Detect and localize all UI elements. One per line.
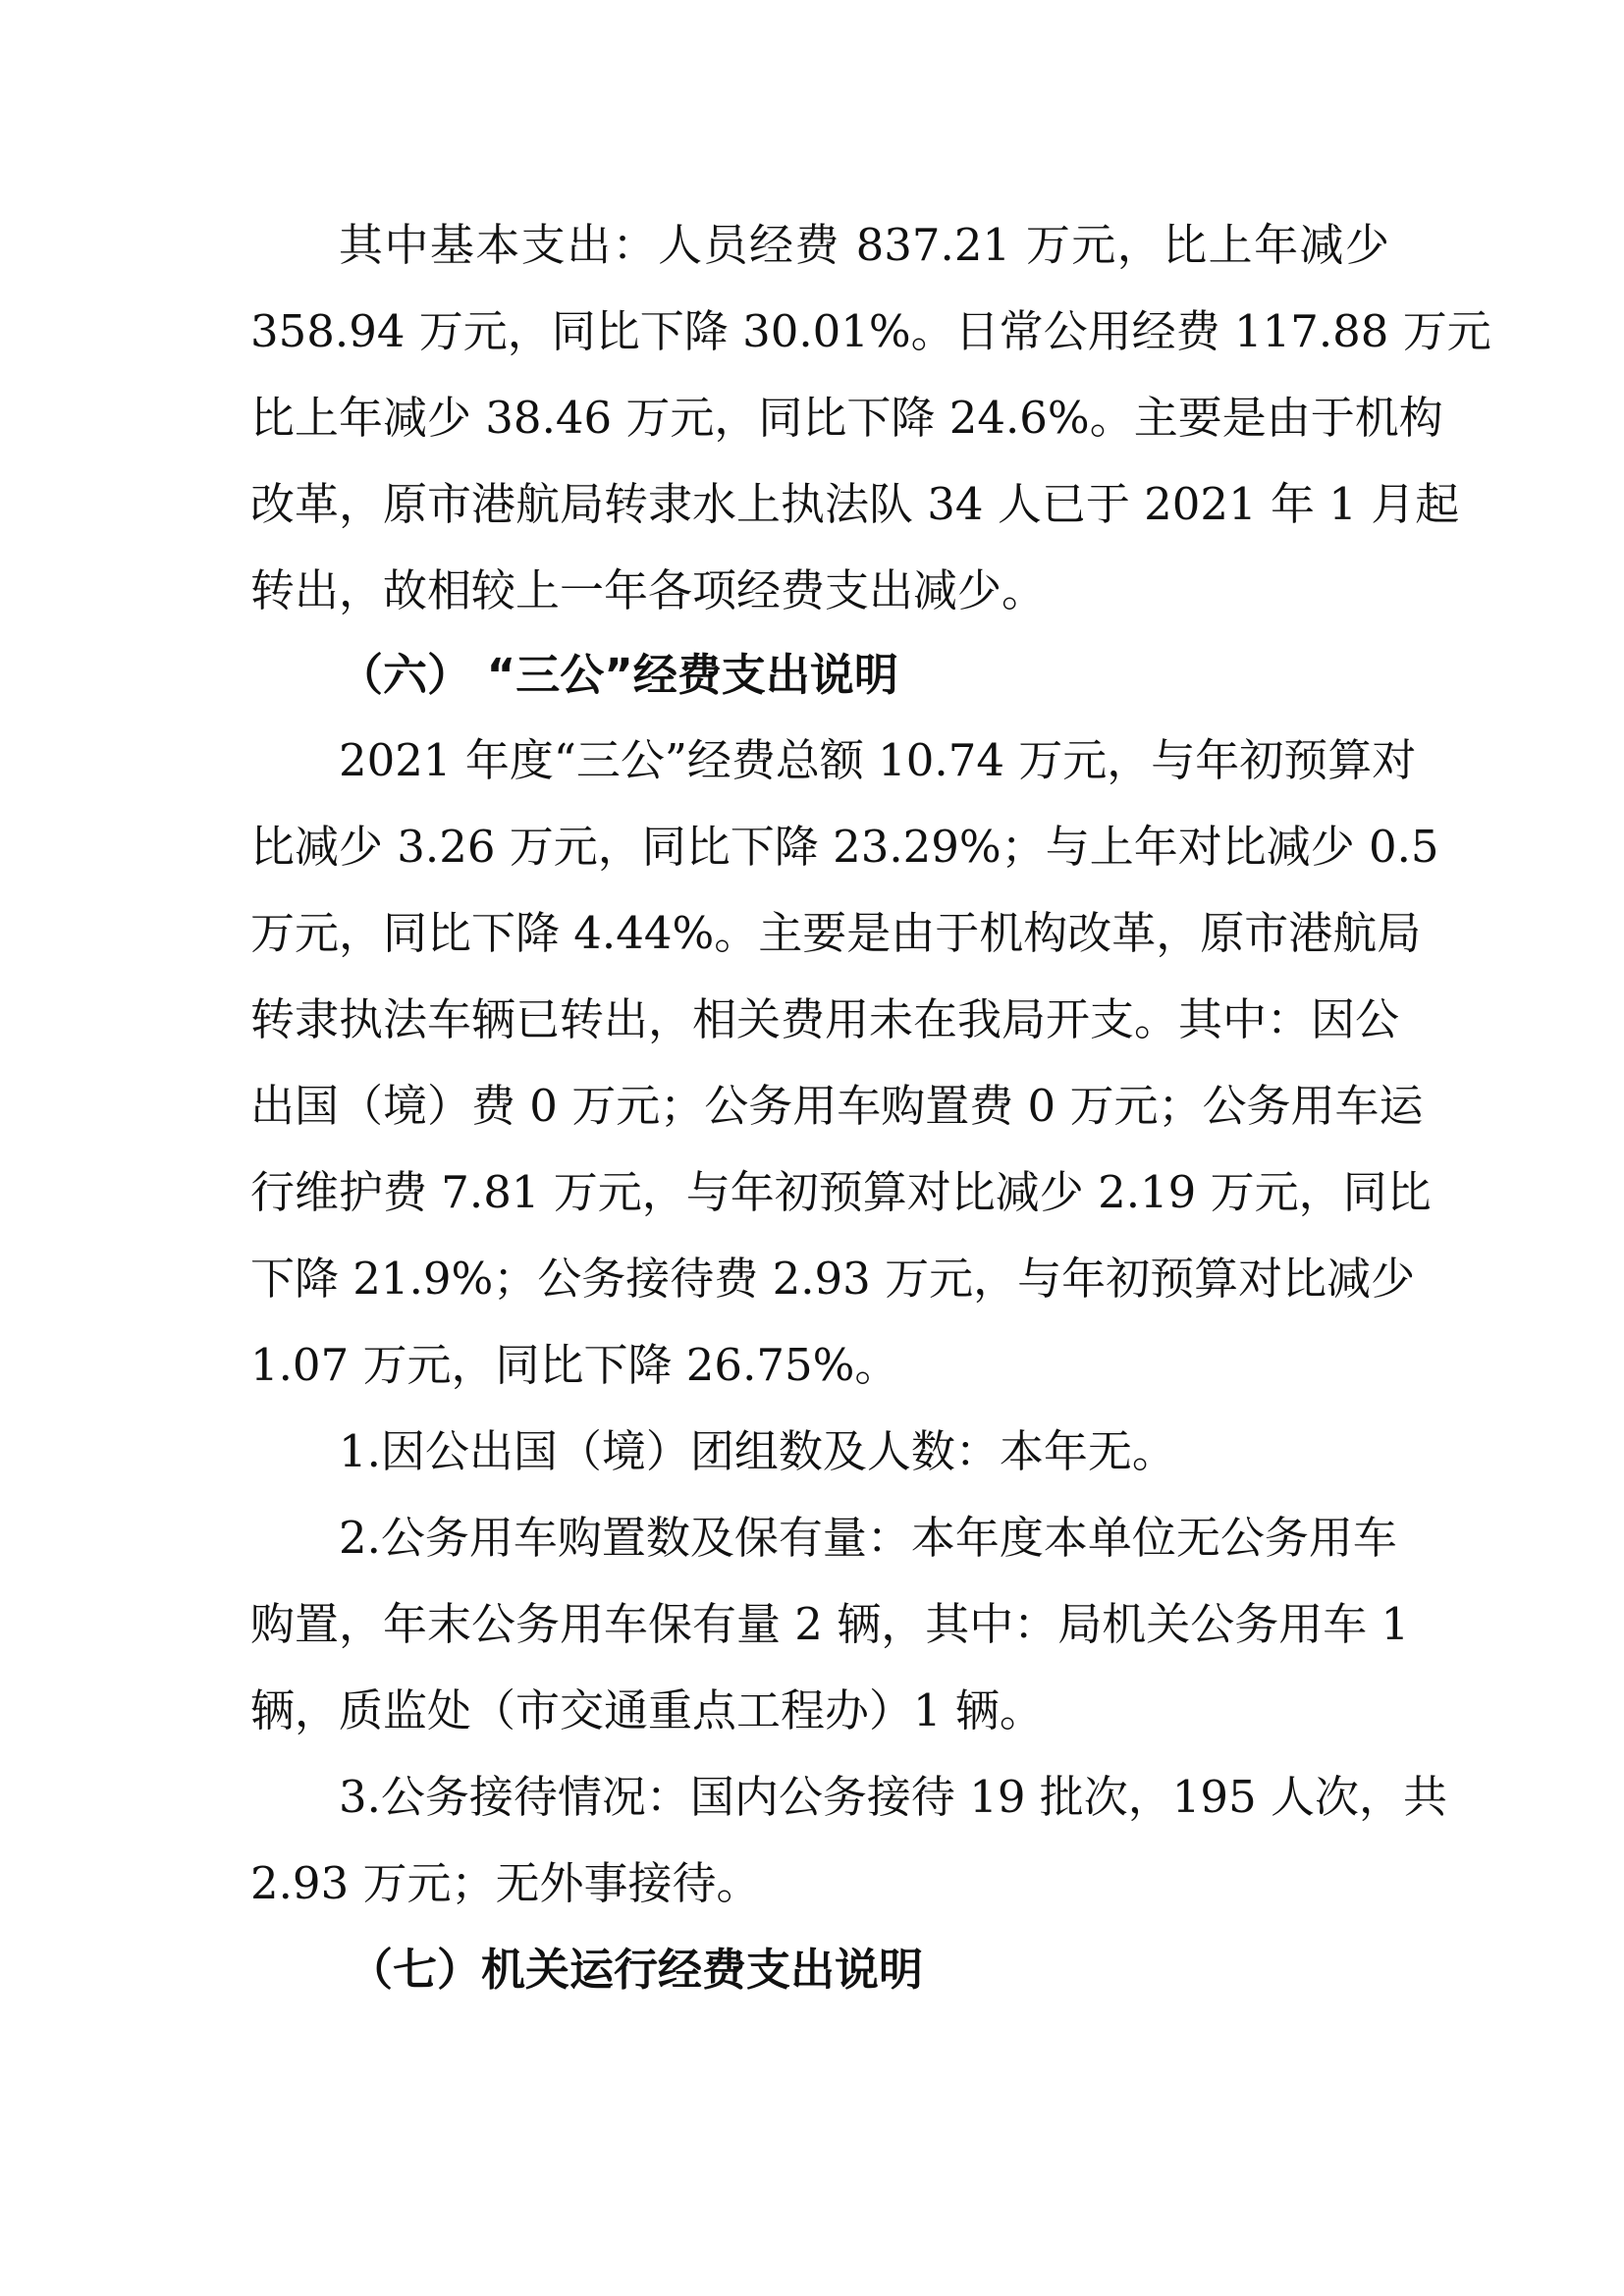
list-item: 2.公务用车购置数及保有量：本年度本单位无公务用车 [339,1512,1397,1564]
list-item-line: 辆，质监处（市交通重点工程办）1 辆。 [250,1684,1044,1736]
section-heading-6: （六） “三公”经费支出说明 [339,649,898,701]
paragraph-line: 358.94 万元，同比下降 30.01%。日常公用经费 117.88 万元 [250,305,1491,357]
section-heading-7: （七）机关运行经费支出说明 [349,1944,924,1996]
list-item: 3.公务接待情况：国内公务接待 19 批次，195 人次，共 [339,1771,1448,1823]
paragraph-line: 下降 21.9%；公务接待费 2.93 万元，与年初预算对比减少 [250,1253,1416,1305]
paragraph-line: 其中基本支出：人员经费 837.21 万元，比上年减少 [339,219,1389,271]
paragraph-line: 2021 年度“三公”经费总额 10.74 万元，与年初预算对 [339,734,1417,786]
paragraph-line: 比上年减少 38.46 万元，同比下降 24.6%。主要是由于机构 [250,392,1443,444]
paragraph-line: 行维护费 7.81 万元，与年初预算对比减少 2.19 万元，同比 [250,1166,1432,1218]
list-item-line: 2.93 万元；无外事接待。 [250,1857,761,1909]
paragraph-line: 1.07 万元，同比下降 26.75%。 [250,1339,899,1391]
paragraph-line: 转出，故相较上一年各项经费支出减少。 [250,564,1047,616]
list-item-line: 购置，年末公务用车保有量 2 辆，其中：局机关公务用车 1 [250,1598,1410,1650]
paragraph-line: 比减少 3.26 万元，同比下降 23.29%；与上年对比减少 0.5 [250,821,1439,873]
paragraph-line: 转隶执法车辆已转出，相关费用未在我局开支。其中：因公 [250,993,1400,1045]
list-item: 1.因公出国（境）团组数及人数：本年无。 [339,1425,1176,1477]
paragraph-line: 改革，原市港航局转隶水上执法队 34 人已于 2021 年 1 月起 [250,478,1460,530]
paragraph-line: 出国（境）费 0 万元；公务用车购置费 0 万元；公务用车运 [250,1080,1424,1132]
paragraph-line: 万元，同比下降 4.44%。主要是由于机构改革，原市港航局 [250,907,1422,959]
